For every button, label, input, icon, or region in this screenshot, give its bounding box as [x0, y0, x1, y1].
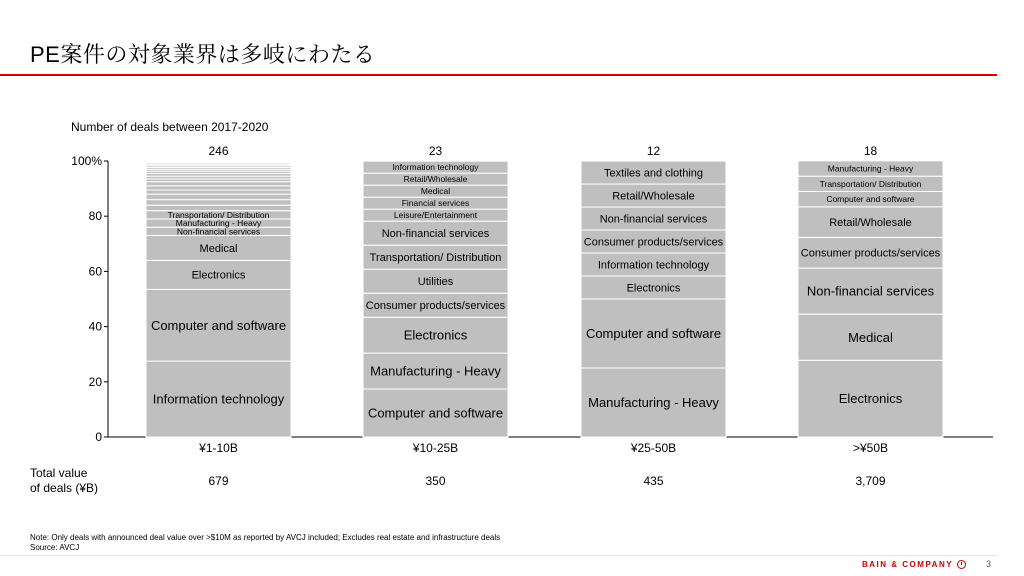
bar-segment — [146, 194, 291, 200]
segment-label: Medical — [199, 242, 238, 255]
totals-label-line1: Total value — [30, 466, 88, 480]
note-text: Note: Only deals with announced deal value over >$10M as reported by AVCJ included; Excludes real estate and infrastructure deals — [30, 533, 501, 542]
source-text: Source: AVCJ — [30, 543, 80, 552]
x-category-label: ¥10-25B — [412, 441, 459, 455]
bar-count-label: 12 — [646, 144, 661, 158]
total-value-label: 350 — [425, 474, 446, 488]
bar-segment — [146, 163, 291, 164]
segment-label: Consumer products/services — [583, 236, 724, 249]
page-number: 3 — [986, 559, 992, 569]
segment-label: Manufacturing - Heavy — [370, 363, 501, 379]
segment-label: Computer and software — [367, 405, 504, 421]
bar-segment — [146, 190, 291, 194]
total-value-label: 435 — [643, 474, 664, 488]
y-tick-label: 40 — [88, 319, 102, 334]
segment-label: Non-financial services — [599, 213, 708, 226]
y-tick-label: 80 — [88, 209, 102, 224]
totals-label-line2: of deals (¥B) — [30, 481, 99, 495]
footer-divider — [0, 555, 997, 556]
segment-label: Transportation/ Distribution — [819, 178, 922, 189]
segment-label: Information technology — [597, 259, 710, 272]
bar-count-label: 23 — [428, 144, 443, 158]
segment-label: Computer and software — [150, 317, 287, 333]
bar-count-label: 246 — [208, 144, 229, 158]
bar-segment — [146, 200, 291, 206]
segment-label: Non-financial services — [176, 226, 261, 237]
segment-label: Consumer products/services — [800, 247, 941, 260]
segment-label: Financial services — [401, 198, 470, 209]
segment-label: Computer and software — [826, 194, 915, 205]
brand-name: BAIN & COMPANY — [862, 560, 954, 569]
segment-label: Electronics — [838, 391, 903, 407]
y-tick-label: 100% — [71, 154, 102, 168]
y-tick-label: 20 — [88, 374, 102, 389]
segment-label: Electronics — [191, 269, 246, 282]
brand-logo — [862, 560, 966, 569]
bar-segment — [146, 182, 291, 186]
segment-label: Electronics — [626, 282, 681, 295]
footnote — [30, 533, 500, 553]
segment-label: Retail/Wholesale — [829, 216, 912, 229]
chart-subtitle: Number of deals between 2017-2020 — [71, 120, 269, 134]
segment-label: Non-financial services — [806, 283, 935, 299]
power-icon — [957, 560, 966, 569]
segment-label: Manufacturing - Heavy — [175, 218, 262, 229]
segment-label: Manufacturing - Heavy — [827, 163, 914, 174]
segment-label: Transportation/ Distribution — [369, 252, 502, 265]
page-title: PE案件の対象業界は多岐にわたる — [30, 42, 376, 67]
segment-label: Information technology — [152, 391, 285, 407]
segment-label: Computer and software — [585, 326, 722, 342]
y-tick-label: 60 — [88, 264, 102, 279]
segment-label: Non-financial services — [381, 228, 490, 241]
segment-label: Textiles and clothing — [603, 167, 704, 180]
segment-label: Information technology — [392, 162, 479, 173]
segment-label: Retail/Wholesale — [403, 174, 468, 185]
segment-label: Leisure/Entertainment — [393, 210, 478, 221]
segment-label: Retail/Wholesale — [612, 190, 695, 203]
x-category-label: ¥1-10B — [199, 441, 238, 455]
segment-label: Utilities — [417, 276, 454, 289]
segment-label: Consumer products/services — [365, 300, 506, 313]
x-category-label: >¥50B — [852, 441, 889, 455]
totals-row-label — [30, 466, 98, 496]
segment-label: Transportation/ Distribution — [167, 209, 270, 220]
total-value-label: 679 — [208, 474, 229, 488]
total-value-label: 3,709 — [855, 474, 886, 488]
x-category-label: ¥25-50B — [630, 441, 677, 455]
segment-label: Electronics — [403, 327, 468, 343]
bar-count-label: 18 — [863, 144, 878, 158]
segment-label: Manufacturing - Heavy — [588, 395, 719, 411]
segment-label: Medical — [848, 329, 893, 345]
y-tick-label: 0 — [95, 430, 102, 444]
bar-segment — [146, 186, 291, 190]
segment-label: Medical — [420, 186, 451, 197]
